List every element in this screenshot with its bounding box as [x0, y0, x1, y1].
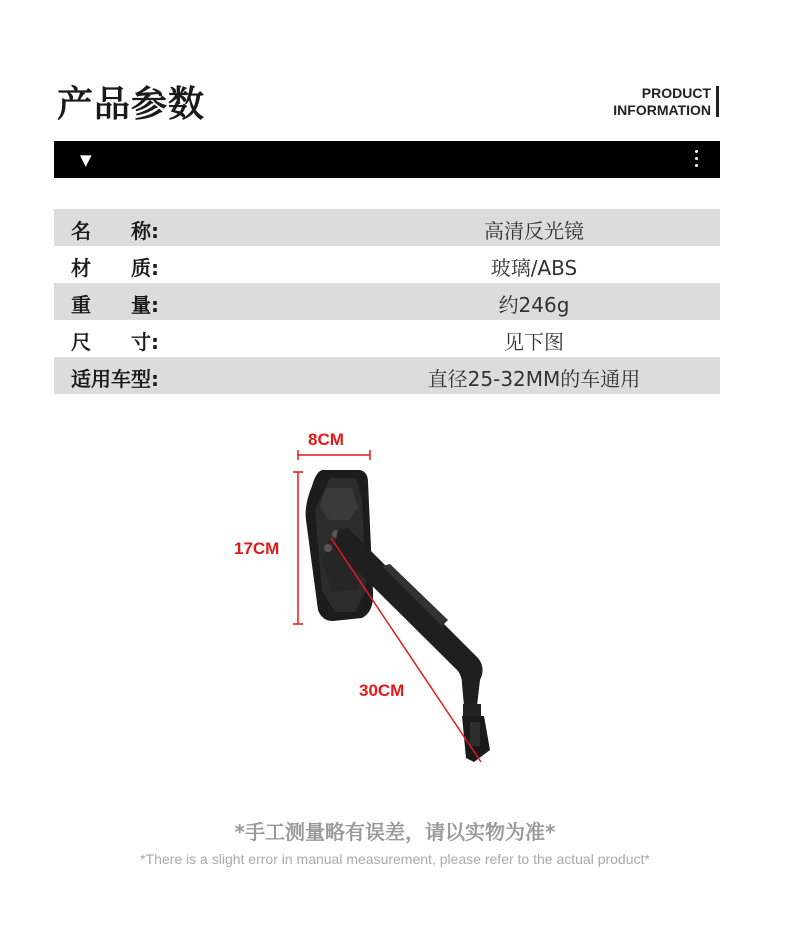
measurement-note-cn: *手工测量略有误差，请以实物为准* — [234, 820, 556, 844]
page-title: 产品参数 — [57, 84, 206, 125]
width-dimension-label: 8CM — [308, 430, 344, 449]
height-dimension-label: 17CM — [234, 539, 280, 558]
spec-label: 重 量: — [71, 293, 159, 317]
spec-label: 材 质: — [71, 256, 159, 280]
spec-label: 尺 寸: — [71, 330, 159, 354]
spec-value: 直径25-32MM的车通用 — [427, 367, 641, 391]
spec-value: 高清反光镜 — [484, 219, 584, 243]
english-title-line1: PRODUCT — [641, 85, 711, 101]
spec-label: 名 称: — [71, 219, 159, 243]
english-title-line2: INFORMATION — [613, 102, 711, 118]
spec-value: 玻璃/ABS — [490, 256, 578, 280]
measurement-note-en: *There is a slight error in manual measurement, please refer to the actual product* — [140, 851, 650, 867]
triangle-down-icon: ▼ — [80, 151, 92, 169]
spec-value: 见下图 — [504, 330, 564, 354]
length-dimension-label: 30CM — [359, 681, 405, 700]
spec-label: 适用车型: — [71, 367, 159, 391]
mirror-illustration — [306, 470, 490, 762]
spec-value: 约246g — [498, 293, 570, 317]
